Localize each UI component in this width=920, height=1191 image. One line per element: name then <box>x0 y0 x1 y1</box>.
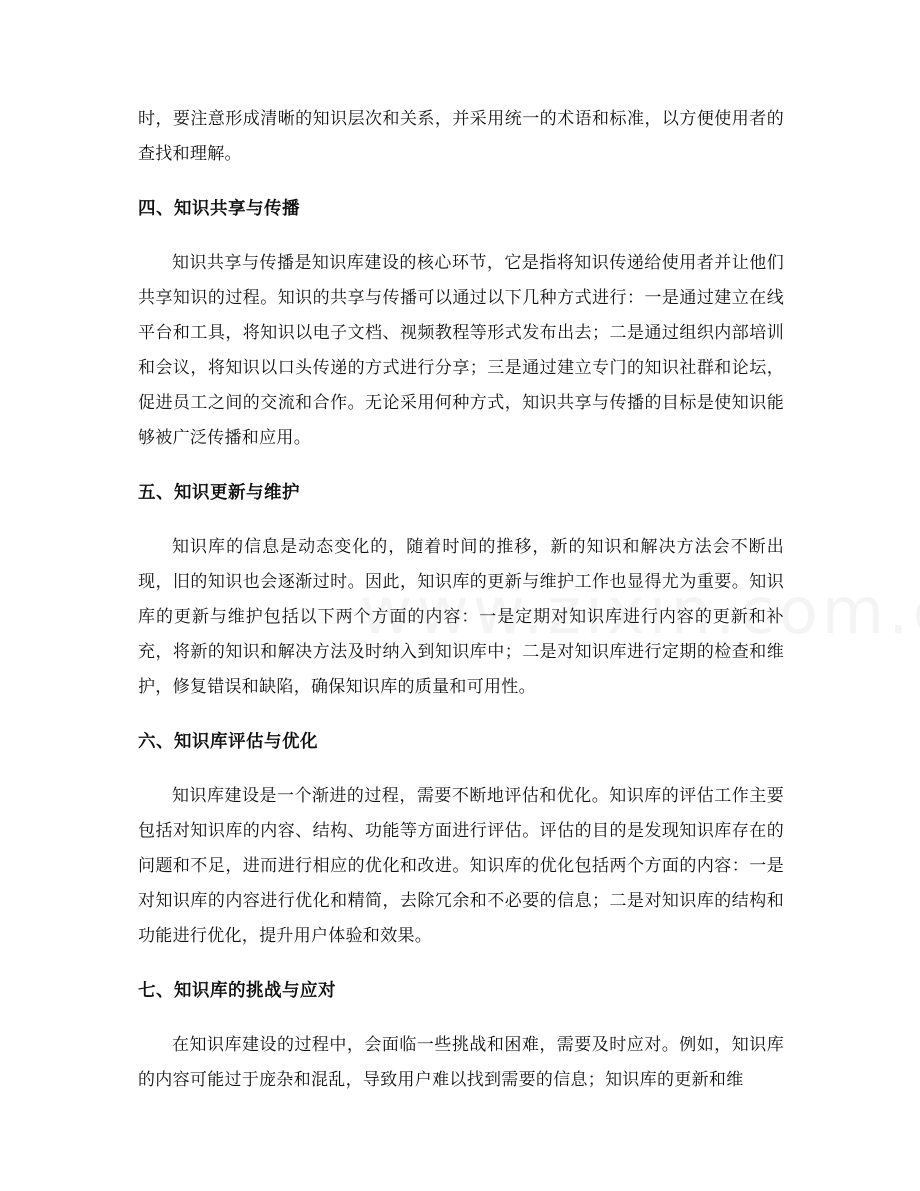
paragraph-knowledge-update: 知识库的信息是动态变化的，随着时间的推移，新的知识和解决方法会不断出现，旧的知识也会逐渐过时。因此，知识库的更新与维护工作也显得尤为重要。知识库的更新与维护包括以下两个方面的内容：一是定期对知识库进行内容的更新和补充，将新的知识和解决方法及时纳入到知识库中；二是对知识库进行定期的检查和维护，修复错误和缺陷，确保知识库的质量和可用性。 <box>138 537 784 697</box>
section-heading-knowledge-update: 五、知识更新与维护 <box>138 483 300 503</box>
paragraph-challenges: 在知识库建设的过程中，会面临一些挑战和困难，需要及时应对。例如，知识库的内容可能过于庞杂和混乱，导致用户难以找到需要的信息；知识库的更新和维 <box>138 1035 784 1090</box>
paragraph-evaluation: 知识库建设是一个渐进的过程，需要不断地评估和优化。知识库的评估工作主要包括对知识库的内容、结构、功能等方面进行评估。评估的目的是发现知识库存在的问题和不足，进而进行相应的优化和改进。知识库的优化包括两个方面的内容：一是对知识库的内容进行优化和精简，去除冗余和不必要的信息；二是对知识库的结构和功能进行优化，提升用户体验和效果。 <box>138 786 784 946</box>
section-heading-challenges: 七、知识库的挑战与应对 <box>138 981 336 1001</box>
document-body <box>138 102 784 1098</box>
section-heading-evaluation: 六、知识库评估与优化 <box>138 732 318 752</box>
paragraph-intro-continuation: 时，要注意形成清晰的知识层次和关系，并采用统一的术语和标准，以方便使用者的查找和理解。 <box>138 109 784 164</box>
section-heading-knowledge-sharing: 四、知识共享与传播 <box>138 199 300 219</box>
paragraph-knowledge-sharing: 知识共享与传播是知识库建设的核心环节，它是指将知识传递给使用者并让他们共享知识的过程。知识的共享与传播可以通过以下几种方式进行：一是通过建立在线平台和工具，将知识以电子文档、视频教程等形式发布出去；二是通过组织内部培训和会议，将知识以口头传递的方式进行分享；三是通过建立专门的知识社群和论坛，促进员工之间的交流和合作。无论采用何种方式，知识共享与传播的目标是使知识能够被广泛传播和应用。 <box>138 253 784 448</box>
